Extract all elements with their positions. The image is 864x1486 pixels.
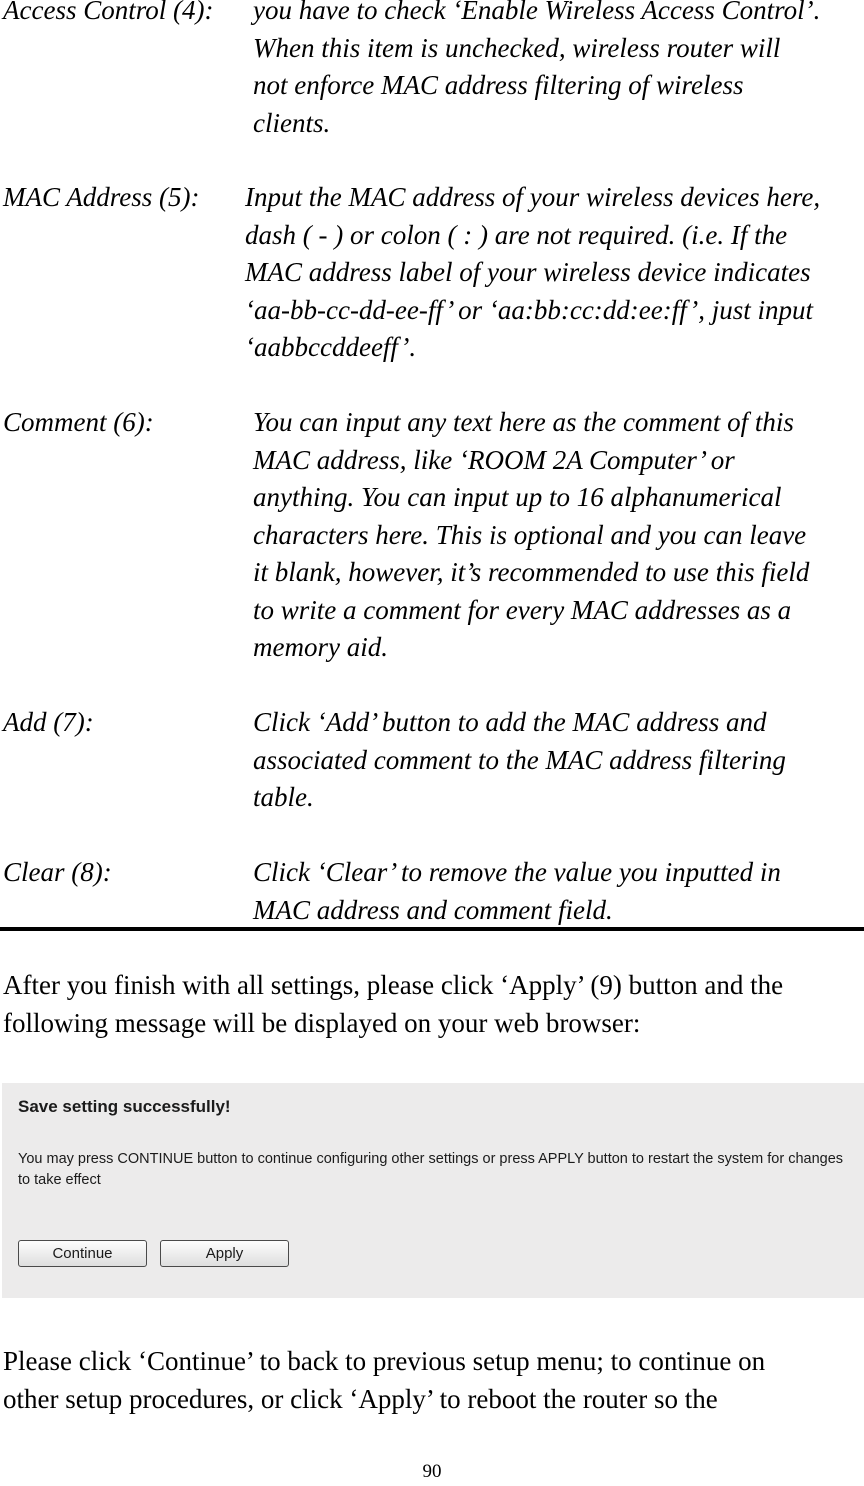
- definition-term-add: Add (7):: [3, 707, 94, 737]
- definition-term-mac-address: MAC Address (5):: [3, 182, 200, 212]
- definition-desc-line: dash ( - ) or colon ( : ) are not required. (i.e. If the: [245, 219, 788, 250]
- definition-term-access-control: Access Control (4):: [3, 0, 214, 25]
- horizontal-rule: [0, 927, 864, 931]
- definition-desc-line: Click ‘Add’ button to add the MAC address and: [253, 707, 767, 737]
- definition-desc-line: Click ‘Clear’ to remove the value you inputted in: [253, 857, 781, 887]
- definition-desc-line: MAC address, like ‘ROOM 2A Computer’ or: [253, 444, 735, 475]
- page-number: 90: [422, 1461, 442, 1482]
- body-paragraph-line: following message will be displayed on your web browser:: [3, 1007, 641, 1038]
- definition-desc-line: ‘aabbccddeeff’.: [245, 332, 417, 362]
- definition-desc-line: MAC address label of your wireless device indicates: [245, 257, 811, 287]
- apply-button[interactable]: Apply: [160, 1240, 289, 1267]
- definition-desc-line: When this item is unchecked, wireless router will: [253, 32, 781, 63]
- save-success-message: You may press CONTINUE button to continue configuring other settings or press APPLY button to restart the system for changes to take effect: [18, 1151, 844, 1188]
- definition-desc-line: ‘aa-bb-cc-dd-ee-ff’ or ‘aa:bb:cc:dd:ee:ff’, just input: [245, 294, 813, 325]
- continue-button[interactable]: Continue: [18, 1240, 147, 1267]
- body-paragraph-line: Please click ‘Continue’ to back to previous setup menu; to continue on: [3, 1346, 766, 1376]
- definition-desc-line: not enforce MAC address filtering of wireless: [253, 70, 744, 100]
- save-success-screenshot: [2, 1083, 864, 1298]
- definition-desc-line: it blank, however, it’s recommended to use this field: [253, 557, 810, 587]
- definition-desc-line: associated comment to the MAC address filtering: [253, 744, 786, 775]
- definition-desc-line: Input the MAC address of your wireless devices here,: [245, 182, 821, 212]
- definition-desc-line: characters here. This is optional and you can leave: [253, 519, 807, 550]
- definition-desc-line: MAC address and comment field.: [253, 894, 613, 925]
- definition-desc-line: memory aid.: [253, 632, 388, 662]
- definition-desc-line: table.: [253, 782, 314, 812]
- definition-desc-line: you have to check ‘Enable Wireless Access Control’.: [253, 0, 821, 25]
- definition-desc-line: to write a comment for every MAC addresses as a: [253, 594, 792, 625]
- definition-term-clear: Clear (8):: [3, 857, 112, 887]
- body-paragraph-line: other setup procedures, or click ‘Apply’ to reboot the router so the: [3, 1383, 718, 1414]
- save-success-title: Save setting successfully!: [18, 1097, 231, 1116]
- body-paragraph-line: After you finish with all settings, please click ‘Apply’ (9) button and the: [3, 970, 784, 1000]
- definition-desc-line: anything. You can input up to 16 alphanumerical: [253, 482, 782, 512]
- definition-desc-line: clients.: [253, 107, 331, 138]
- definition-term-comment: Comment (6):: [3, 407, 154, 437]
- definition-desc-line: You can input any text here as the comment of this: [253, 407, 794, 437]
